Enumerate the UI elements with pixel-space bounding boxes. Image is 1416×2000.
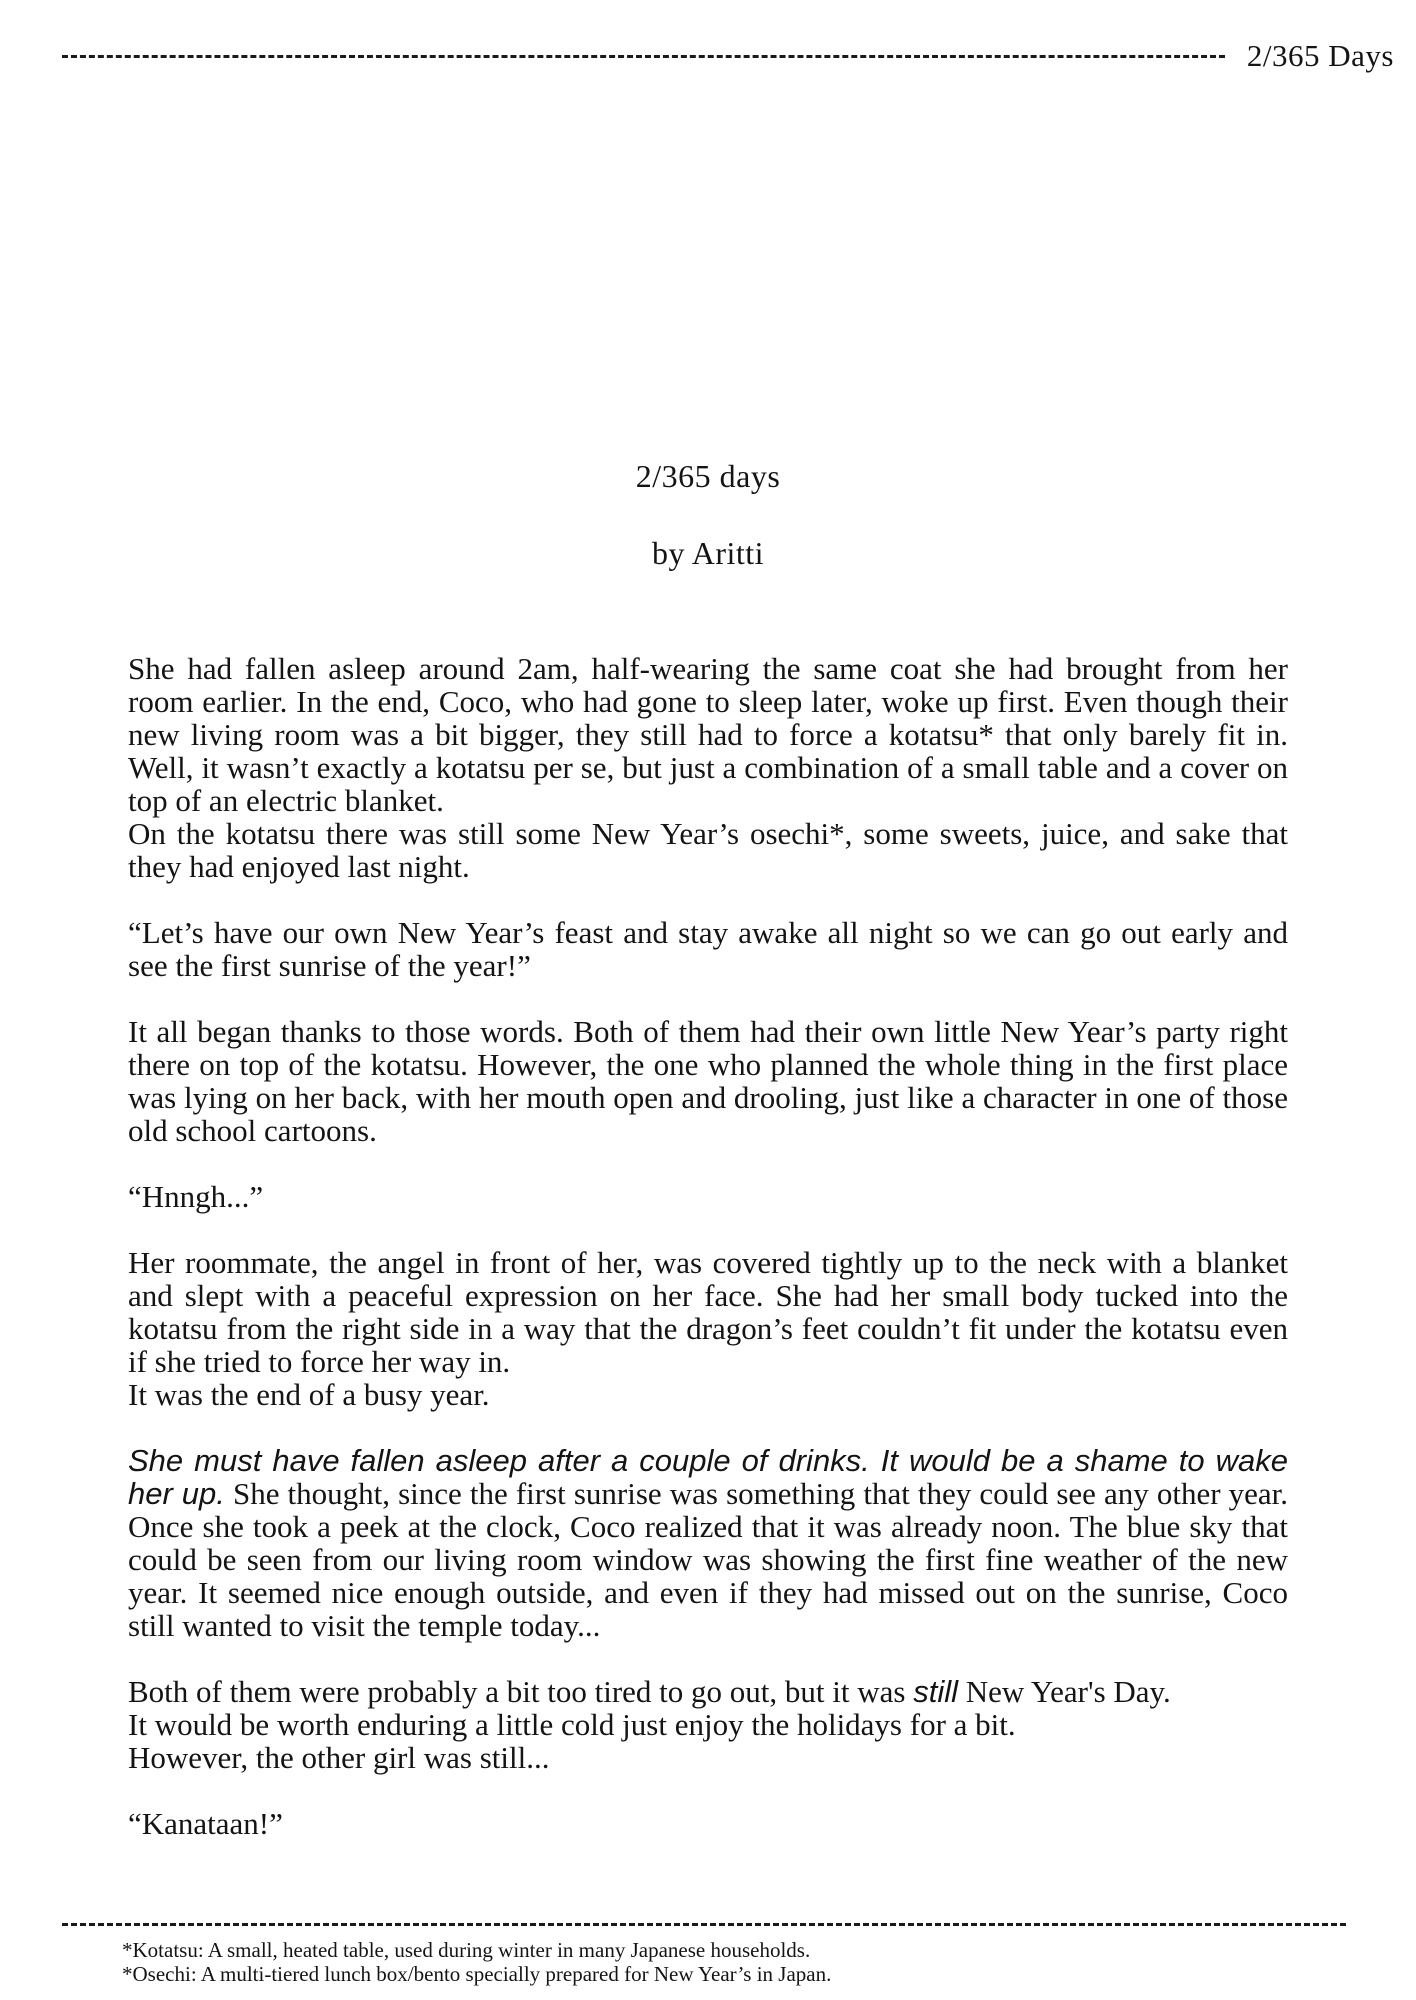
dialogue-paragraph: “Hnngh...”: [128, 1179, 264, 1214]
paragraph: She had fallen asleep around 2am, half-wearing the same coat she had brought from her room earlier. In the end, Coco, who had gone to sleep later, woke up first. Even though their new living room was a bit bigger, they still had to force a kotatsu* that only barely fit in. Well, it wasn’t exactly a kotatsu per se, but just a combination of a small table and a cover on top of an electric blanket.: [128, 651, 1288, 818]
footnote-kotatsu: *Kotatsu: A small, heated table, used during winter in many Japanese households.: [122, 1938, 811, 1962]
footnote-osechi: *Osechi: A multi-tiered lunch box/bento specially prepared for New Year’s in Japan.: [122, 1962, 832, 1986]
paragraph: However, the other girl was still...: [128, 1740, 550, 1775]
paragraph: It would be worth enduring a little cold just enjoy the holidays for a bit.: [128, 1707, 1016, 1742]
dialogue-paragraph: “Kanataan!”: [128, 1806, 283, 1841]
header-page-label: 2/365 Days: [1246, 38, 1394, 73]
paragraph: It was the end of a busy year.: [128, 1377, 490, 1412]
paragraph: It all began thanks to those words. Both of them had their own little New Year’s party right there on top of the kotatsu. However, the one who planned the whole thing in the first place was lying on her back, with her mouth open and drooling, just like a character in one of those old school cartoons.: [128, 1014, 1288, 1148]
italic-thought: She must have fallen asleep after a couple of drinks. It would be a shame to wake her up.: [128, 1443, 1288, 1511]
story-title: 2/365 days: [635, 458, 781, 494]
paragraph: [128, 1444, 1288, 1642]
page-header: [62, 36, 1394, 76]
title-block: [0, 458, 1416, 572]
dialogue-paragraph: “Let’s have our own New Year’s feast and stay awake all night so we can go out early and see the first sunrise of the year!”: [128, 915, 1288, 983]
paragraph-text: She thought, since the first sunrise was something that they could see any other year. Once she took a peek at the clock, Coco realized that it was already noon. The blue sky that could be seen from our living room window was showing the first fine weather of the new year. It seemed nice enough outside, and even if they had missed out on the sunrise, Coco still wanted to visit the temple today...: [128, 1476, 1288, 1643]
paragraph: On the kotatsu there was still some New Year’s osechi*, some sweets, juice, and sake that they had enjoyed last night.: [128, 816, 1288, 884]
paragraph-text: New Year's Day.: [957, 1674, 1171, 1709]
story-body: [128, 652, 1288, 1873]
paragraph: [128, 1675, 1288, 1708]
paragraph-text: Both of them were probably a bit too tired to go out, but it was: [128, 1674, 914, 1709]
story-author: by Aritti: [651, 535, 765, 571]
footer-dashed-rule: [62, 1923, 1346, 1926]
footnotes: [122, 1938, 1322, 1986]
header-dashed-rule: [62, 55, 1225, 58]
paragraph: Her roommate, the angel in front of her, was covered tightly up to the neck with a blanket and slept with a peaceful expression on her face. She had her small body tucked into the kotatsu from the right side in a way that the dragon’s feet couldn’t fit under the kotatsu even if she tried to force her way in.: [128, 1245, 1288, 1379]
italic-emphasis: still: [913, 1674, 958, 1709]
